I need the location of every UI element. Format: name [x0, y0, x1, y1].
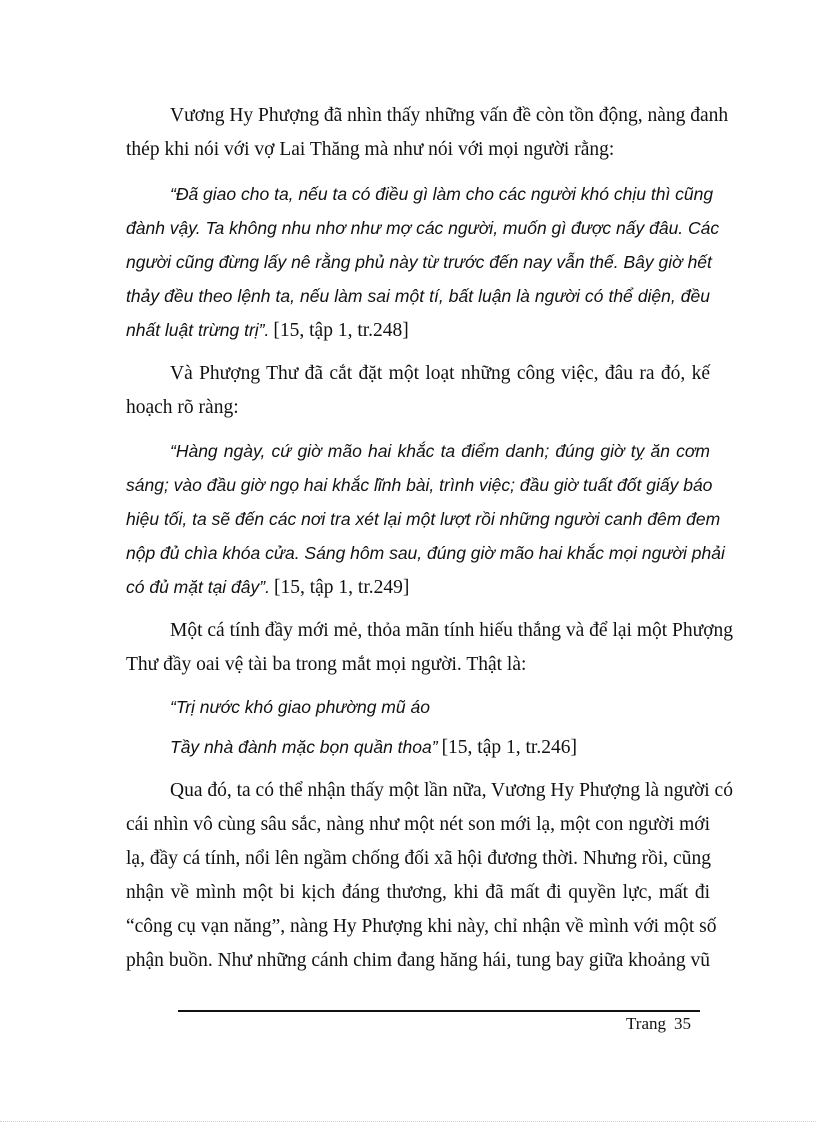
- page-number: 35: [674, 1014, 691, 1033]
- quote-text: có đủ mặt tại đây”.: [126, 577, 270, 597]
- quote-line-with-citation: [126, 313, 409, 349]
- page-label: Trang: [626, 1014, 666, 1033]
- quote-line: “Đã giao cho ta, nếu ta có điều gì làm cho các người khó chịu thì cũng: [170, 184, 714, 204]
- quote-line: đành vậy. Ta không nhu nhơ như mợ các người, muốn gì được nấy đâu. Các: [126, 218, 720, 238]
- body-paragraph-line: thép khi nói với vợ Lai Thăng mà như nói với mọi người rằng:: [126, 139, 615, 160]
- quote-line: người cũng đừng lấy nê rằng phủ này từ trước đến nay vẫn thế. Bây giờ hết: [126, 252, 712, 272]
- quote-line: sáng; vào đầu giờ ngọ hai khắc lĩnh bài, trình việc; đầu giờ tuất đốt giấy báo: [126, 475, 713, 495]
- verse-line: “Trị nước khó giao phường mũ áo: [170, 697, 430, 717]
- page-footer: [626, 1014, 691, 1034]
- body-paragraph-line: Qua đó, ta có thể nhận thấy một lần nữa, Vương Hy Phượng là người có: [170, 780, 733, 801]
- citation: [15, tập 1, tr.248]: [273, 320, 409, 341]
- citation: [15, tập 1, tr.246]: [441, 737, 577, 758]
- body-paragraph-line: Một cá tính đầy mới mẻ, thỏa mãn tính hiếu thắng và để lại một Phượng: [170, 620, 734, 641]
- quote-text: nhất luật trừng trị”.: [126, 320, 270, 340]
- verse-line-with-citation: [170, 730, 577, 766]
- body-paragraph-line: nhận về mình một bi kịch đáng thương, khi đã mất đi quyền lực, mất đi: [126, 882, 710, 903]
- body-paragraph-line: Thư đầy oai vệ tài ba trong mắt mọi người. Thật là:: [126, 654, 527, 675]
- quote-line-with-citation: [126, 570, 409, 606]
- citation: [15, tập 1, tr.249]: [273, 577, 410, 598]
- page-bottom-edge: [0, 1121, 816, 1122]
- body-paragraph-line: Vương Hy Phượng đã nhìn thấy những vấn đề còn tồn động, nàng đanh: [170, 105, 729, 126]
- quote-line: hiệu tối, ta sẽ đến các nơi tra xét lại một lượt rồi những người canh đêm đem: [126, 509, 721, 529]
- body-paragraph-line: cái nhìn vô cùng sâu sắc, nàng như một nét son mới lạ, một con người mới: [126, 814, 710, 835]
- body-paragraph-line: “công cụ vạn năng”, nàng Hy Phượng khi này, chỉ nhận về mình với một số: [126, 916, 717, 937]
- quote-line: “Hàng ngày, cứ giờ mão hai khắc ta điểm danh; đúng giờ tỵ ăn cơm: [170, 441, 710, 461]
- body-paragraph-line: phận buồn. Như những cánh chim đang hăng hái, tung bay giữa khoảng vũ: [126, 950, 710, 971]
- body-paragraph-line: lạ, đầy cá tính, nổi lên ngầm chống đối xã hội đương thời. Nhưng rồi, cũng: [126, 848, 711, 869]
- quote-line: nộp đủ chìa khóa cửa. Sáng hôm sau, đúng giờ mão hai khắc mọi người phải: [126, 543, 725, 563]
- verse-text: Tầy nhà đành mặc bọn quần thoa”: [170, 737, 438, 757]
- body-paragraph-line: Và Phượng Thư đã cắt đặt một loạt những công việc, đâu ra đó, kế: [170, 363, 710, 384]
- body-paragraph-line: hoạch rõ ràng:: [126, 397, 239, 418]
- quote-line: thảy đều theo lệnh ta, nếu làm sai một tí, bất luận là người có thể diện, đều: [126, 286, 710, 306]
- footer-divider: [178, 1010, 700, 1012]
